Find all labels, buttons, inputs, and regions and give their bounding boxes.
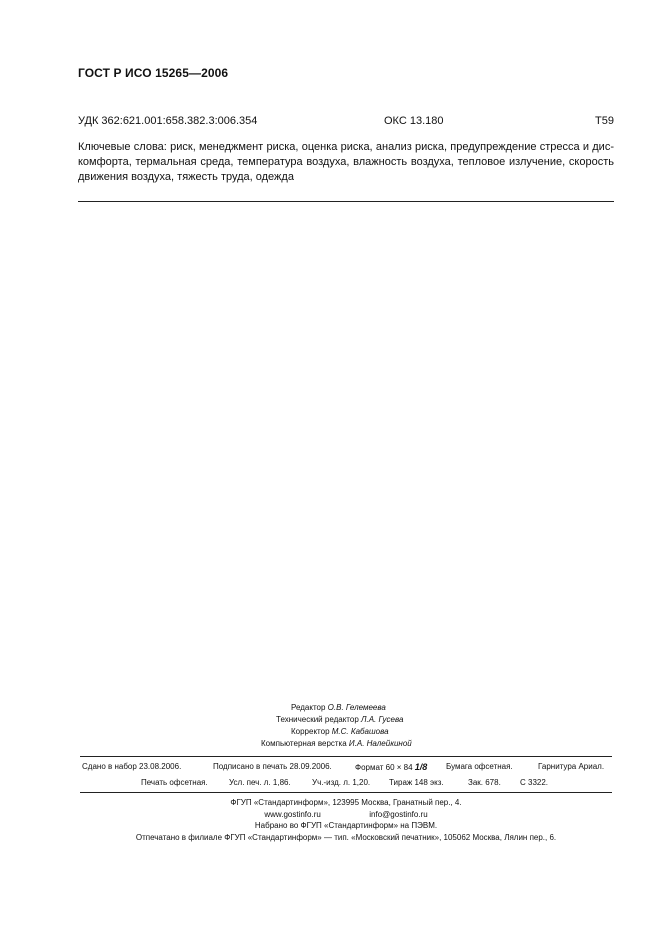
publishing-row <box>80 759 612 775</box>
udk-code: УДК 362:621.001:658.382.3:006.354 <box>78 115 258 127</box>
contact-line <box>80 809 612 821</box>
divider <box>80 792 612 793</box>
tech-editor-name: Л.А. Гусева <box>361 715 404 724</box>
printed-sheets: Усл. печ. л. 1,86. <box>229 778 291 787</box>
divider <box>80 756 612 757</box>
website-link[interactable]: www.gostinfo.ru <box>264 809 321 819</box>
oks-code: ОКС 13.180 <box>384 115 444 127</box>
divider <box>78 201 614 202</box>
proofreader-label: Корректор <box>291 727 330 736</box>
publisher-address: ФГУП «Стандартинформ», 123995 Москва, Гранатный пер., 4. <box>230 798 462 807</box>
editor-credit <box>291 702 386 713</box>
submitted-date: Сдано в набор 23.08.2006. <box>82 762 182 771</box>
proofreader-credit <box>291 726 389 737</box>
category-code: Т59 <box>595 115 614 127</box>
tech-editor-label: Технический редактор <box>276 715 359 724</box>
print-method: Печать офсетная. <box>141 778 208 787</box>
paper-type: Бумага офсетная. <box>446 762 513 771</box>
layout-credit <box>261 738 412 749</box>
standard-designation: ГОСТ Р ИСО 15265—2006 <box>78 66 229 80</box>
email-link[interactable]: info@gostinfo.ru <box>369 809 428 819</box>
tech-editor-credit <box>276 714 403 725</box>
edition-sheets: Уч.-изд. л. 1,20. <box>312 778 371 787</box>
imprint-block <box>80 797 612 843</box>
publishing-info <box>80 759 612 791</box>
print-run: Тираж 148 экз. <box>389 778 444 787</box>
printing-note: Отпечатано в филиале ФГУП «Стандартинформ» — тип. «Московский печатник», 105062 Москва, Лялин пер., 6. <box>135 832 557 842</box>
proofreader-name: М.С. Кабашова <box>331 727 389 736</box>
keywords-line: Ключевые слова: риск, менеджмент риска, оценка риска, анализ риска, предупреждение стресса и дис- <box>78 141 614 153</box>
signed-date: Подписано в печать 28.09.2006. <box>213 762 332 771</box>
keywords-line: движения воздуха, тяжесть труда, одежда <box>78 171 294 183</box>
layout-name: И.А. Налейкиной <box>348 739 412 748</box>
keywords-block <box>78 140 614 185</box>
keywords-line: комфорта, термальная среда, температура воздуха, влажность воздуха, тепловое излучение, скорость <box>78 156 614 168</box>
typeface: Гарнитура Ариал. <box>538 762 605 771</box>
classification-row <box>78 115 614 129</box>
print-code: С 3322. <box>520 778 549 787</box>
publishing-row <box>80 775 612 791</box>
layout-label: Компьютерная верстка <box>261 739 347 748</box>
paper-format: Формат 60 × 84 1/8 <box>355 762 428 772</box>
format-fraction: 1/8 <box>414 762 428 772</box>
typesetting-note: Набрано во ФГУП «Стандартинформ» на ПЭВМ. <box>254 821 438 830</box>
order-number: Зак. 678. <box>468 778 501 787</box>
editor-label: Редактор <box>291 703 326 712</box>
editor-name: О.В. Гелемеева <box>327 703 386 712</box>
